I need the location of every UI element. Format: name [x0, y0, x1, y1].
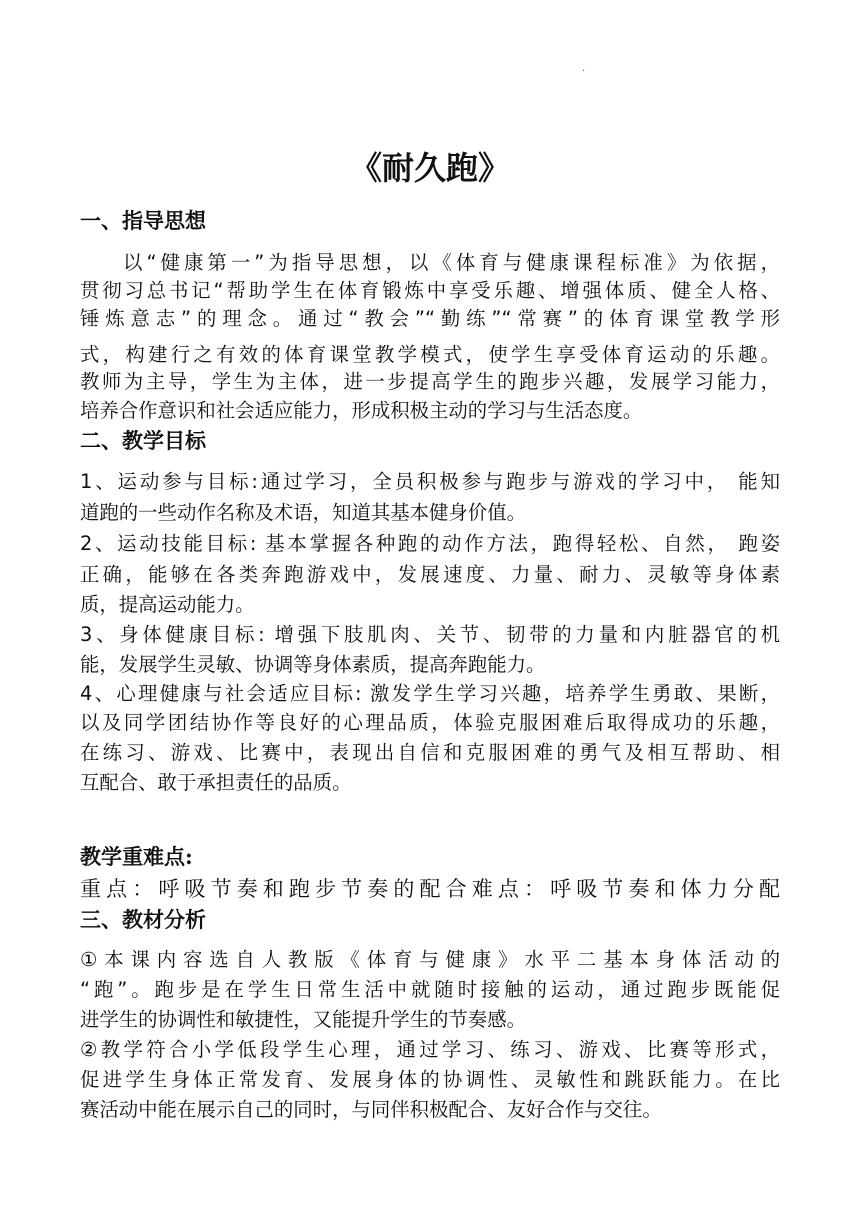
paragraph-line: 质，提高运动能力。 — [80, 593, 255, 616]
paragraph-line: 2、运动技能目标: 基本掌握各种跑的动作方法，跑得轻松、自然， 跑姿 — [80, 532, 780, 555]
paragraph-line: 赛活动中能在展示自己的同时，与同伴积极配合、友好合作与交往。 — [80, 1098, 662, 1121]
paragraph-line: ②教学符合小学低段学生心理，通过学习、练习、游戏、比赛等形式， — [80, 1038, 780, 1061]
document-title: 《耐久跑》 — [349, 149, 510, 187]
section-heading-goals: 二、教学目标 — [80, 429, 206, 453]
paragraph-line: 4、心理健康与社会适应目标: 激发学生学习兴趣，培养学生勇敢、果断， — [80, 682, 780, 705]
paragraph-line: 正确，能够在各类奔跑游戏中，发展速度、力量、耐力、灵敏等身体素 — [80, 563, 780, 586]
paragraph-line: 以“健康第一”为指导思想，以《体育与健康课程标准》为依据， — [123, 251, 780, 274]
paragraph-line: 道跑的一些动作名称及术语，知道其基本健身价值。 — [80, 501, 526, 524]
paragraph-line: 1、运动参与目标:通过学习，全员积极参与跑步与游戏的学习中， 能知 — [80, 470, 780, 493]
paragraph-line: ①本课内容选自人教版《体育与健康》水平二基本身体活动的 — [80, 948, 780, 971]
paragraph-line: 教师为主导，学生为主体，进一步提高学生的跑步兴趣，发展学习能力， — [80, 370, 780, 393]
key-points-line: 重点：呼吸节奏和跑步节奏的配合难点：呼吸节奏和体力分配 — [80, 877, 780, 901]
paragraph-line: 能，发展学生灵敏、协调等身体素质，提高奔跑能力。 — [80, 653, 546, 676]
paragraph-line: 互配合、敢于承担责任的品质。 — [80, 771, 352, 794]
section-heading-key: 教学重难点: — [80, 844, 193, 869]
paragraph-line: “跑”。跑步是在学生日常生活中就随时接触的运动，通过跑步既能促 — [80, 978, 780, 1001]
section-heading-material: 三、教材分析 — [80, 908, 206, 932]
paragraph-line: 促进学生身体正常发育、发展身体的协调性、灵敏性和跳跃能力。在比 — [80, 1068, 780, 1091]
paragraph-line: 进学生的协调性和敏捷性，又能提升学生的节奏感。 — [80, 1008, 526, 1031]
paragraph-line: 培养合作意识和社会适应能力，形成积极主动的学习与生活态度。 — [80, 399, 643, 422]
paragraph-line: 3、身体健康目标: 增强下肢肌肉、关节、韧带的力量和内脏器官的机 — [80, 623, 780, 646]
section-heading-guide: 一、指导思想 — [80, 209, 206, 233]
paragraph-line: 在练习、游戏、比赛中，表现出自信和克服困难的勇气及相互帮助、相 — [80, 741, 780, 764]
paragraph-line: 锤炼意志”的理念。通过“教会”“勤练”“常赛”的体育课堂教学形 — [80, 307, 780, 330]
paragraph-line: 以及同学团结协作等良好的心理品质，体验克服困难后取得成功的乐趣， — [80, 711, 780, 734]
header-mark: · — [582, 66, 586, 77]
paragraph-line: 式，构建行之有效的体育课堂教学模式，使学生享受体育运动的乐趣。 — [80, 343, 780, 366]
paragraph-line: 贯彻习总书记“帮助学生在体育锻炼中享受乐趣、增强体质、健全人格、 — [80, 279, 780, 302]
